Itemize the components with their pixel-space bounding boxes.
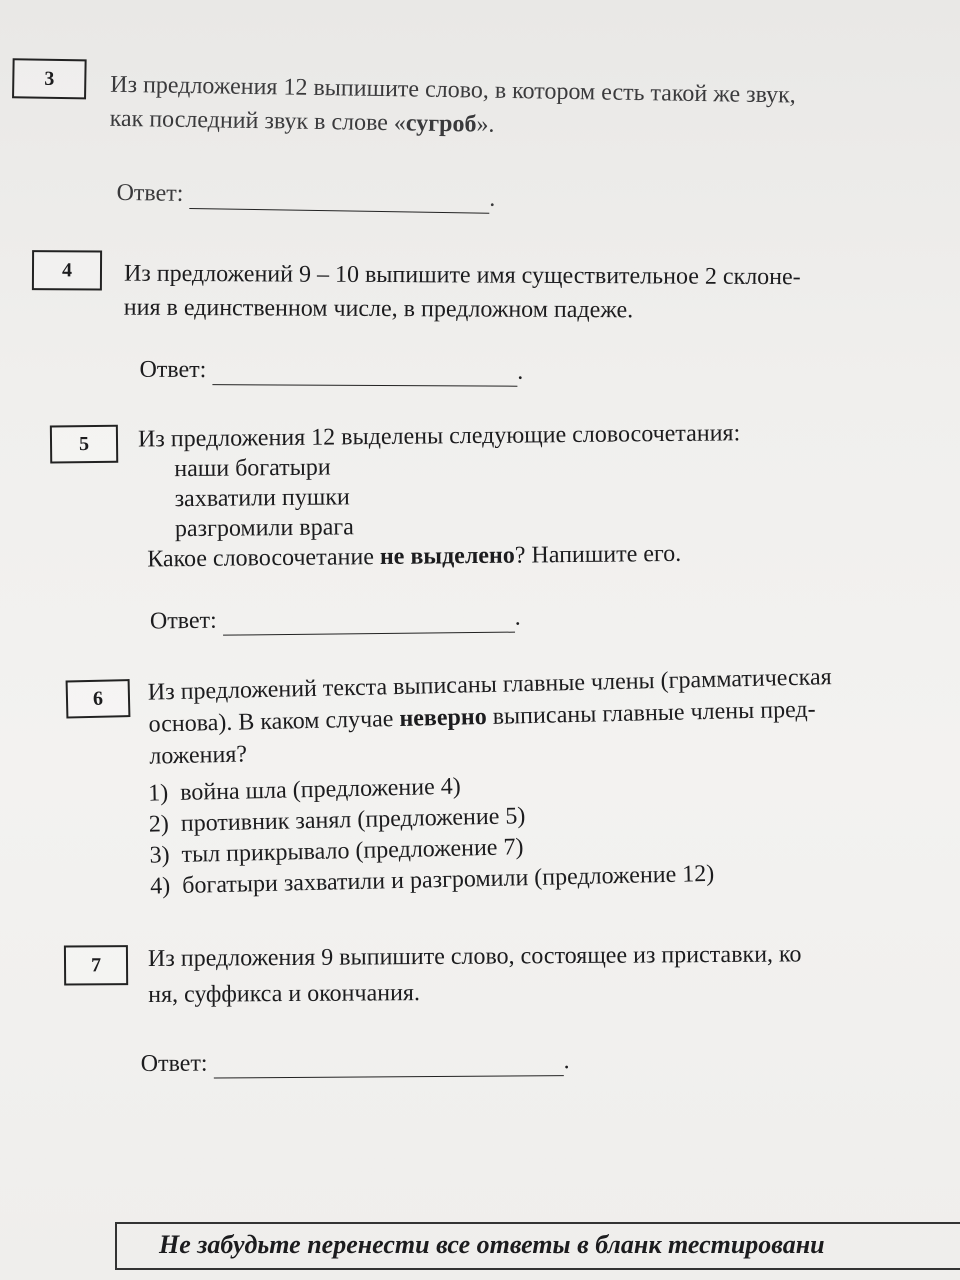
answer-label: Ответ: bbox=[140, 1050, 208, 1078]
answer-period: . bbox=[517, 358, 524, 385]
answer-label: Ответ: bbox=[149, 607, 217, 635]
task-line: Из предложений 9 – 10 выпишите имя существительное 2 склоне- bbox=[123, 260, 801, 291]
bold-word: сугроб bbox=[405, 110, 477, 138]
task-line: ложения? bbox=[149, 741, 248, 770]
answer-line[interactable] bbox=[213, 1048, 563, 1078]
task-line: Из предложений текста выписаны главные члены (грамматическая bbox=[147, 664, 832, 706]
answer-label: Ответ: bbox=[116, 179, 184, 207]
bold-word: неверно bbox=[399, 703, 487, 732]
option-text: война шла (предложение 4) bbox=[179, 773, 462, 806]
bold-word: не выделено bbox=[379, 542, 515, 571]
text-segment: как последний звук в слове « bbox=[109, 105, 407, 137]
answer-period: . bbox=[489, 185, 496, 212]
task-line: Из предложения 12 выделены следующие словосочетания: bbox=[137, 420, 741, 453]
option-number: 4) bbox=[149, 873, 171, 900]
answer-label: Ответ: bbox=[139, 356, 207, 384]
phrase-item: захватили пушки bbox=[174, 484, 350, 513]
answer-period: . bbox=[514, 604, 521, 631]
task-number-box: 4 bbox=[32, 250, 102, 290]
task-line: Из предложения 9 выпишите слово, состоящее из приставки, ко bbox=[147, 941, 802, 972]
text-segment: Какое словосочетание bbox=[147, 544, 381, 573]
text-segment: основа). В каком случае bbox=[148, 705, 400, 738]
task-line: Из предложения 12 выпишите слово, в котором есть такой же звук, bbox=[110, 71, 796, 109]
text-segment: ». bbox=[476, 111, 495, 138]
phrase-item: разгромили врага bbox=[174, 514, 354, 543]
task-text bbox=[148, 935, 960, 1013]
option-text: богатыри захватили и разгромили (предложение 12) bbox=[181, 860, 715, 899]
text-segment: выписаны главные члены пред- bbox=[486, 696, 816, 730]
task-number-box: 7 bbox=[64, 945, 128, 985]
option-number: 2) bbox=[148, 811, 170, 838]
option-text: противник занял (предложение 5) bbox=[180, 803, 526, 837]
phrase-item: наши богатыри bbox=[174, 454, 331, 483]
task-number-box: 6 bbox=[66, 679, 131, 718]
footer-reminder: Не забудьте перенести все ответы в бланк тестировани bbox=[115, 1222, 960, 1270]
answer-period: . bbox=[563, 1048, 570, 1075]
option-number: 3) bbox=[149, 842, 170, 869]
option-number: 1) bbox=[147, 780, 169, 807]
text-segment: ? Напишите его. bbox=[514, 540, 682, 569]
option-text: тыл прикрывало (предложение 7) bbox=[181, 834, 524, 868]
task-line: ня, суффикса и окончания. bbox=[148, 980, 421, 1008]
task-number-box: 3 bbox=[12, 58, 87, 99]
answer-row bbox=[141, 1048, 570, 1079]
task-number-box: 5 bbox=[50, 425, 118, 464]
task-line: ния в единственном числе, в предложном падеже. bbox=[123, 294, 634, 324]
